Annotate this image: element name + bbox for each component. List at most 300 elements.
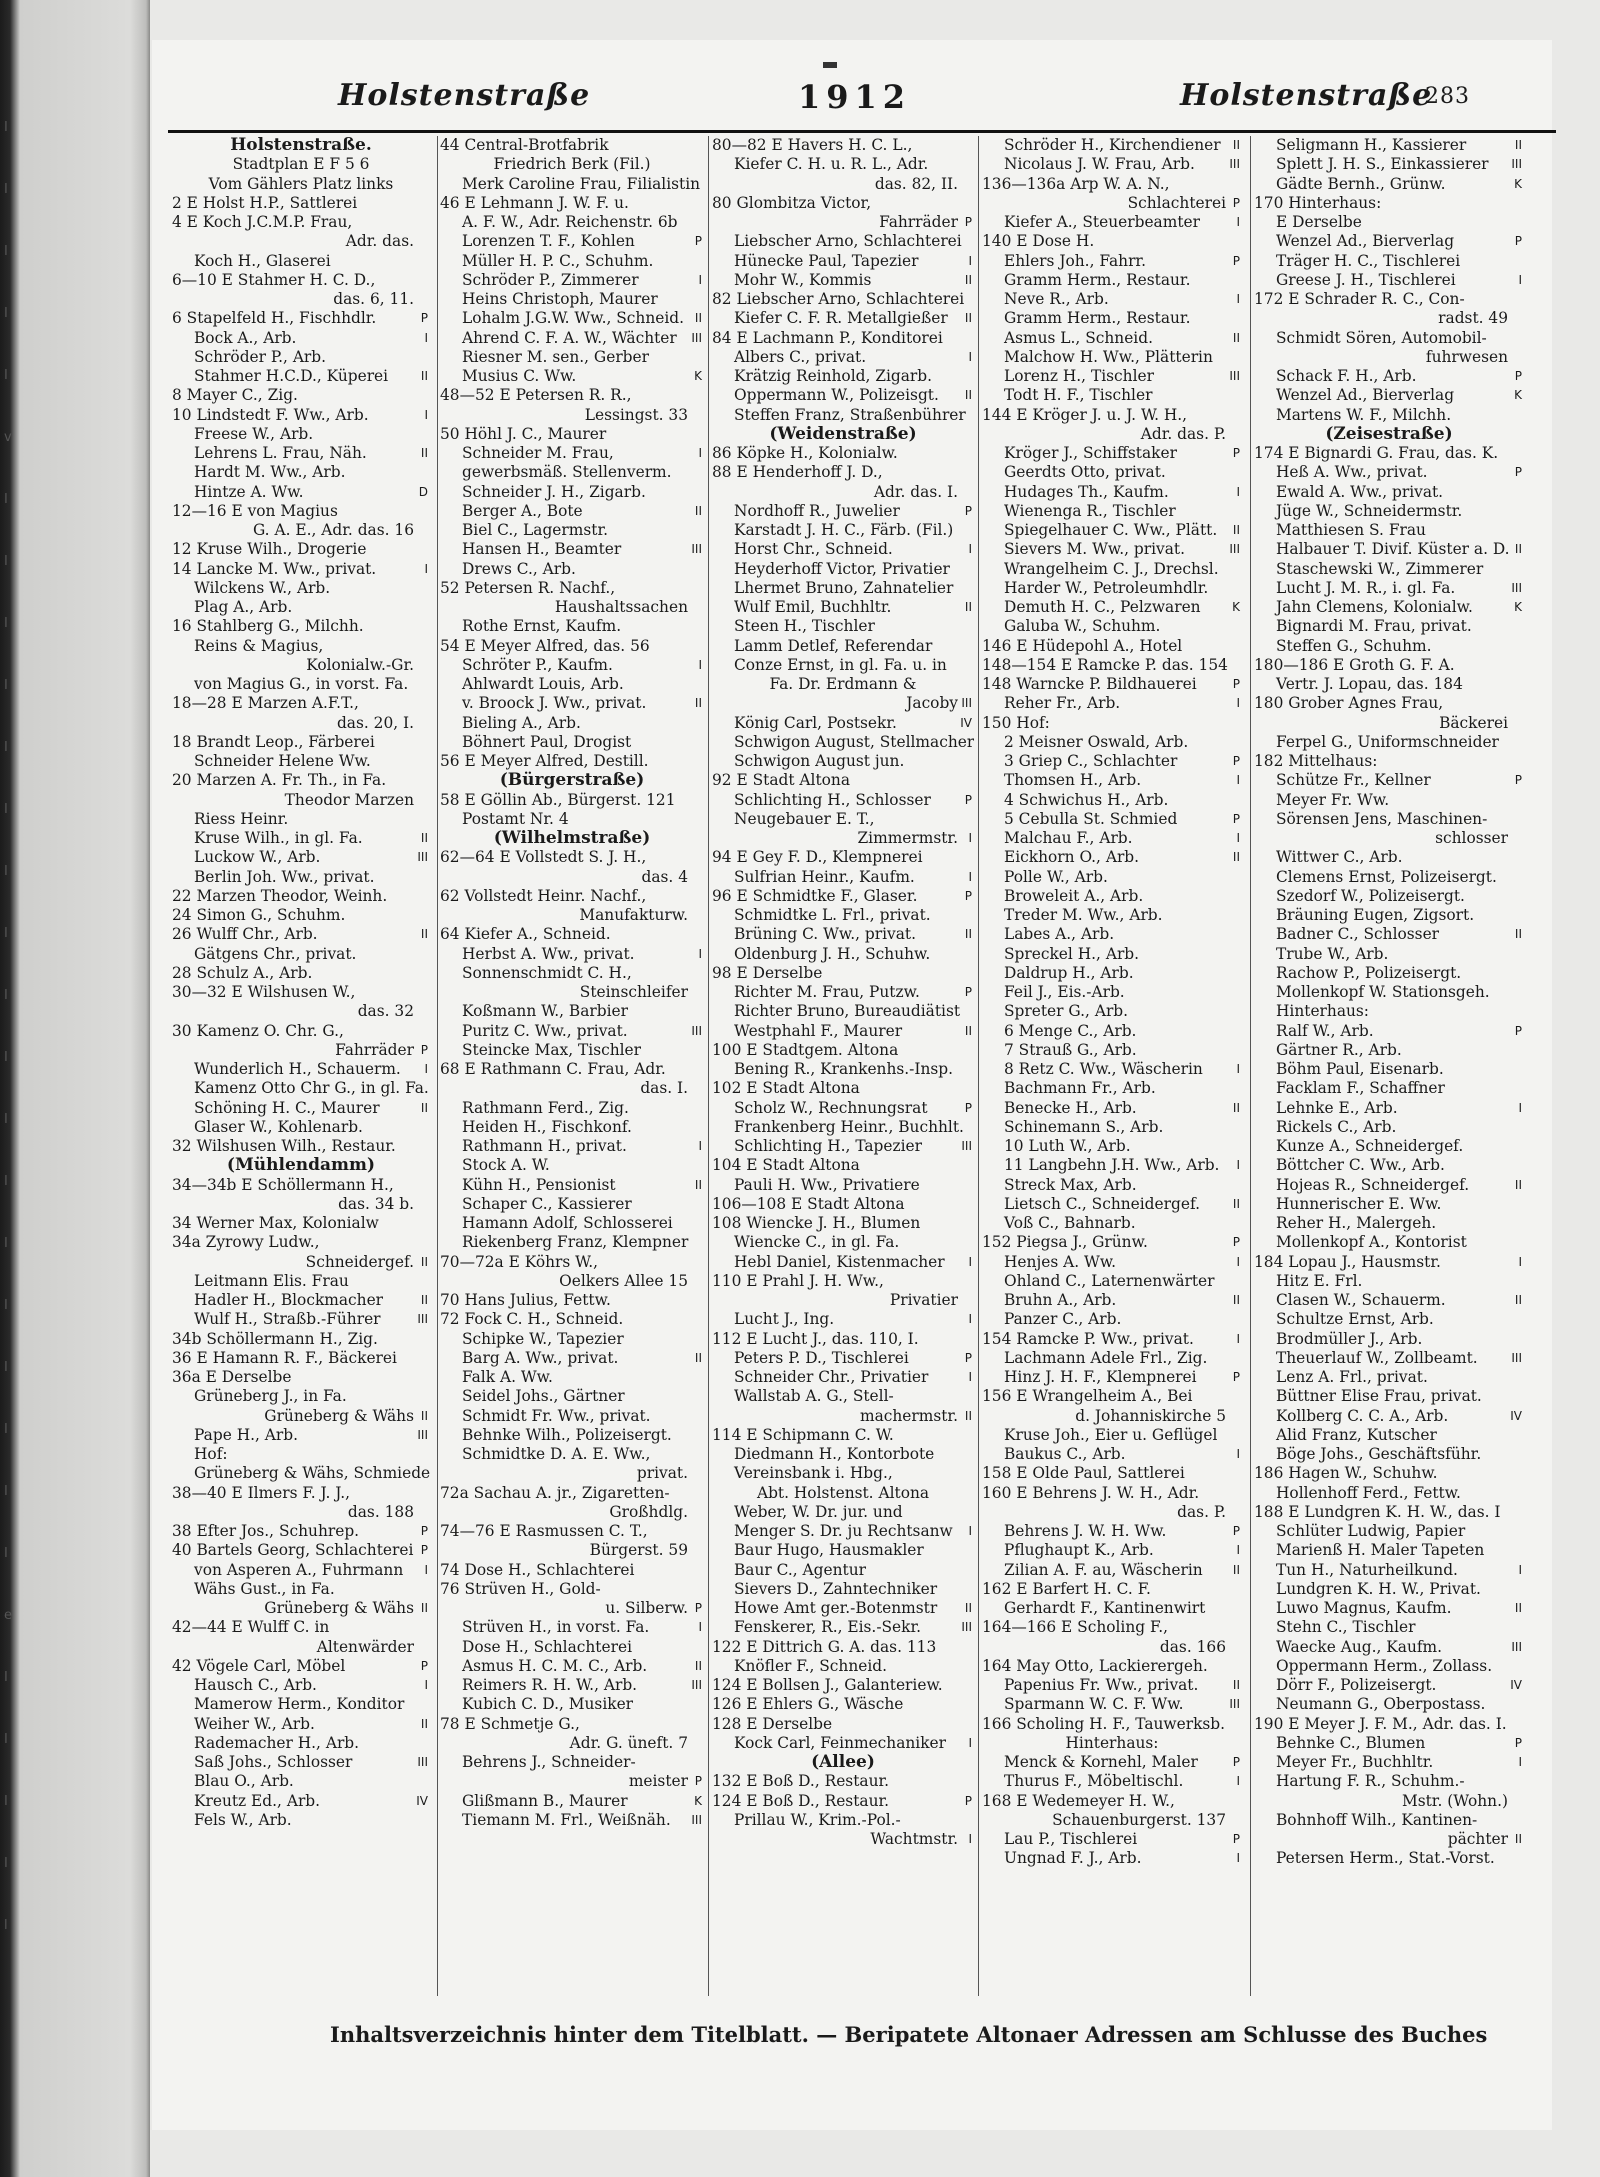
entry-text: machermstr.: [859, 1406, 958, 1425]
directory-entry: [712, 637, 974, 656]
entry-text: Hansen H., Beamter: [462, 540, 622, 559]
directory-entry: [440, 232, 704, 251]
directory-entry: [982, 1330, 1242, 1349]
floor-marker: IV: [416, 1793, 428, 1808]
entry-text: 42—44 E Wulff C. in: [172, 1618, 330, 1637]
floor-marker: III: [691, 1812, 702, 1827]
entry-text: Bening R., Krankenhs.-Insp.: [734, 1060, 954, 1078]
directory-entry: [982, 694, 1242, 713]
entry-text: Schneider M. Frau,: [462, 444, 614, 462]
directory-entry: [982, 155, 1242, 174]
entry-text: Friedrich Berk (Fil.): [493, 155, 651, 174]
floor-marker: I: [968, 869, 972, 884]
directory-entry: [712, 367, 974, 386]
directory-entry: [1254, 1676, 1524, 1695]
entry-text: Scholz W., Rechnungsrat: [734, 1098, 928, 1117]
directory-entry: [172, 752, 430, 771]
gutter-mark: I: [4, 802, 8, 817]
directory-entry: [1254, 1002, 1524, 1021]
entry-text: Schlichting H., Schlosser: [734, 790, 931, 809]
floor-marker: II: [964, 272, 972, 287]
entry-text: Wittwer C., Arb.: [1276, 848, 1403, 867]
floor-marker: II: [1232, 1293, 1240, 1307]
directory-entry: [712, 887, 974, 906]
entry-text: Heß A. Ww., privat.: [1276, 463, 1428, 482]
floor-marker: I: [1236, 1447, 1240, 1461]
gutter-mark: e: [4, 1608, 12, 1623]
directory-entry: [440, 906, 704, 925]
entry-text: Privatier: [889, 1291, 958, 1309]
gutter-mark: I: [4, 678, 8, 693]
directory-entry: [172, 386, 430, 405]
directory-entry: [172, 155, 430, 174]
floor-marker: P: [420, 1524, 428, 1538]
directory-entry: [1254, 1811, 1524, 1830]
gutter-mark: I: [4, 1732, 8, 1747]
entry-text: 38 Efter Jos., Schuhrep.: [172, 1522, 360, 1540]
entry-text: Böge Johs., Geschäftsführ.: [1276, 1445, 1482, 1463]
floor-marker: I: [1236, 1774, 1240, 1789]
entry-text: Pflughaupt K., Arb.: [1004, 1541, 1154, 1560]
directory-entry: [440, 1156, 704, 1175]
entry-text: Schröder P., Arb.: [194, 347, 327, 366]
directory-entry: [172, 617, 430, 636]
entry-text: Seligmann H., Kassierer: [1276, 136, 1467, 154]
directory-entry: [982, 714, 1242, 733]
entry-text: Pape H., Arb.: [194, 1425, 299, 1444]
column-5: [1254, 136, 1524, 1996]
directory-entry: [982, 1099, 1242, 1118]
directory-entry: [440, 560, 704, 579]
directory-entry: [712, 1176, 974, 1195]
floor-marker: III: [417, 1312, 428, 1327]
directory-entry: [1254, 887, 1524, 906]
entry-text: Luckow W., Arb.: [194, 848, 321, 867]
directory-entry: [982, 1811, 1242, 1830]
floor-marker: I: [968, 349, 972, 364]
directory-entry: [172, 463, 430, 482]
directory-entry: [1254, 868, 1524, 887]
entry-text: Adr. G. üneft. 7: [569, 1733, 688, 1752]
floor-marker: IV: [1510, 1678, 1522, 1692]
directory-entry: [440, 463, 704, 482]
directory-entry: [982, 675, 1242, 694]
entry-text: 50 Höhl J. C., Maurer: [440, 424, 607, 443]
floor-marker: II: [694, 1350, 702, 1365]
entry-text: 34—34b E Schöllermann H.,: [172, 1175, 394, 1194]
entry-text: Zilian A. F. au, Wäscherin: [1004, 1560, 1203, 1579]
page-header: [170, 78, 1490, 118]
directory-entry: [712, 617, 974, 636]
floor-marker: K: [1514, 176, 1522, 191]
directory-entry: [440, 964, 704, 983]
directory-entry: [172, 1753, 430, 1772]
entry-text: Merk Caroline Frau, Filialistin: [462, 174, 701, 193]
directory-entry: [172, 1599, 430, 1618]
entry-text: Krätzig Reinhold, Zigarb.: [734, 367, 933, 385]
entry-text: Nicolaus J. W. Frau, Arb.: [1004, 155, 1195, 174]
directory-entry: [172, 1772, 430, 1791]
entry-text: Reimers R. H. W., Arb.: [462, 1676, 638, 1694]
directory-entry: [440, 483, 704, 502]
entry-text: Müller H. P. C., Schuhm.: [462, 251, 654, 270]
directory-entry: [172, 925, 430, 944]
entry-text: Hartung F. R., Schuhm.-: [1276, 1772, 1465, 1791]
floor-marker: K: [1232, 600, 1240, 614]
entry-text: das. 20, I.: [336, 713, 414, 732]
floor-marker: D: [418, 484, 428, 499]
directory-entry: [712, 1195, 974, 1214]
directory-entry: [1254, 521, 1524, 540]
directory-entry: [172, 1233, 430, 1252]
directory-entry: [712, 1580, 974, 1599]
floor-marker: P: [964, 1793, 972, 1808]
entry-text: 7 Strauß G., Arb.: [1004, 1040, 1137, 1059]
entry-text: 46 E Lehmann J. W. F. u.: [440, 193, 629, 212]
section-heading: [712, 425, 974, 444]
entry-text: 148 Warncke P. Bildhauerei: [982, 675, 1197, 693]
floor-marker: I: [424, 1562, 428, 1577]
directory-entry: [1254, 1464, 1524, 1483]
directory-entry: [172, 1137, 430, 1156]
directory-entry: [1254, 213, 1524, 232]
entry-text: Wunderlich H., Schauerm.: [194, 1060, 401, 1078]
entry-text: d. Johanniskirche 5: [1075, 1406, 1226, 1425]
floor-marker: K: [694, 369, 702, 383]
entry-text: Ahlwardt Louis, Arb.: [462, 675, 624, 693]
entry-text: Kiefer A., Steuerbeamter: [1004, 213, 1200, 231]
entry-text: 132 E Boß D., Restaur.: [712, 1772, 890, 1791]
entry-text: Behrens J. W. H. Ww.: [1004, 1522, 1167, 1540]
directory-entry: [440, 271, 704, 290]
directory-entry: [1254, 560, 1524, 579]
gutter-mark: I: [4, 616, 8, 631]
directory-entry: [1254, 598, 1524, 617]
directory-entry: [172, 1407, 430, 1426]
directory-entry: [172, 1503, 430, 1522]
floor-marker: III: [1229, 542, 1240, 557]
floor-marker: III: [691, 330, 702, 345]
directory-entry: [712, 463, 974, 482]
entry-text: Frankenberg Heinr., Buchhlt.: [734, 1117, 964, 1136]
floor-marker: P: [1232, 1832, 1240, 1846]
directory-entry: [1254, 656, 1524, 675]
directory-entry: [712, 1156, 974, 1175]
directory-entry: [172, 1484, 430, 1503]
directory-entry: [712, 1695, 974, 1714]
directory-entry: [1254, 406, 1524, 425]
gutter-mark: I: [4, 1174, 8, 1189]
directory-entry: [982, 771, 1242, 790]
entry-text: Schultze Ernst, Arb.: [1276, 1310, 1434, 1329]
gutter-mark: I: [4, 1546, 8, 1561]
entry-text: Schlüter Ludwig, Papier: [1276, 1522, 1466, 1540]
directory-entry: [440, 1407, 704, 1426]
entry-text: Oppermann Herm., Zollass.: [1276, 1656, 1493, 1675]
directory-entry: [712, 1099, 974, 1118]
directory-entry: [982, 1041, 1242, 1060]
entry-text: Thomsen H., Arb.: [1004, 771, 1142, 790]
entry-text: Mamerow Herm., Konditor: [194, 1695, 405, 1714]
floor-marker: I: [424, 330, 428, 345]
entry-text: Heiden H., Fischkonf.: [462, 1117, 632, 1136]
directory-entry: [172, 309, 430, 328]
directory-entry: [1254, 694, 1524, 713]
directory-entry: [440, 1291, 704, 1310]
entry-text: Zimmermstr.: [857, 829, 958, 847]
directory-entry: [712, 502, 974, 521]
directory-entry: [1254, 329, 1524, 348]
directory-entry: [440, 1137, 704, 1156]
floor-marker: III: [961, 1139, 972, 1153]
directory-entry: [712, 675, 974, 694]
entry-text: 40 Bartels Georg, Schlachterei: [172, 1541, 414, 1560]
directory-entry: [172, 906, 430, 925]
directory-entry: [172, 1618, 430, 1637]
directory-entry: [712, 714, 974, 733]
directory-entry: [982, 386, 1242, 405]
directory-entry: [172, 1734, 430, 1753]
entry-text: Jacoby: [906, 694, 958, 713]
entry-text: Mollenkopf W. Stationsgeh.: [1276, 983, 1490, 1001]
entry-text: Bruhn A., Arb.: [1004, 1291, 1117, 1309]
entry-text: Schröter P., Kaufm.: [462, 655, 613, 674]
directory-entry: [712, 1368, 974, 1387]
entry-text: 74 Dose H., Schlachterei: [440, 1560, 635, 1579]
entry-text: Hinterhaus:: [1276, 1002, 1369, 1021]
floor-marker: II: [694, 503, 702, 518]
entry-text: Kunze A., Schneidergef.: [1276, 1137, 1464, 1155]
directory-entry: [440, 1176, 704, 1195]
floor-marker: II: [420, 1601, 428, 1615]
directory-entry: [172, 848, 430, 867]
entry-text: Puritz C. Ww., privat.: [462, 1021, 628, 1040]
directory-entry: [172, 444, 430, 463]
floor-marker: I: [968, 1254, 972, 1269]
directory-entry: [712, 906, 974, 925]
floor-marker: I: [968, 253, 972, 268]
entry-text: (Weidenstraße): [769, 424, 917, 444]
directory-entry: [440, 1060, 704, 1079]
floor-marker: II: [964, 1408, 972, 1423]
floor-marker: P: [1514, 1023, 1522, 1038]
floor-marker: P: [420, 311, 428, 326]
entry-text: 32 Wilshusen Wilh., Restaur.: [172, 1137, 396, 1155]
directory-entry: [982, 1407, 1242, 1426]
directory-entry: [712, 483, 974, 502]
directory-entry: [1254, 1695, 1524, 1714]
entry-text: Lucht J. M. R., i. gl. Fa.: [1276, 578, 1456, 597]
directory-entry: [440, 848, 704, 867]
directory-entry: [712, 1503, 974, 1522]
entry-text: 36a E Derselbe: [172, 1368, 292, 1386]
entry-text: Malchau F., Arb.: [1004, 829, 1133, 847]
entry-text: Riess Heinr.: [194, 809, 289, 828]
floor-marker: II: [694, 1658, 702, 1673]
entry-text: Peters P. D., Tischlerei: [734, 1348, 909, 1367]
directory-entry: [440, 1233, 704, 1252]
entry-text: Kruse Wilh., in gl. Fa.: [194, 829, 363, 847]
entry-text: 16 Stahlberg G., Milchh.: [172, 617, 364, 636]
entry-text: Marienß H. Maler Tapeten: [1276, 1541, 1485, 1560]
directory-entry: [712, 386, 974, 405]
directory-entry: [440, 540, 704, 559]
directory-entry: [982, 1599, 1242, 1618]
directory-entry: [712, 1657, 974, 1676]
floor-marker: P: [1514, 773, 1522, 788]
directory-entry: [982, 1676, 1242, 1695]
entry-text: 188 E Lundgren K. H. W., das. I: [1254, 1502, 1501, 1521]
directory-entry: [712, 810, 974, 829]
entry-text: v. Broock J. Ww., privat.: [462, 694, 647, 713]
floor-marker: I: [424, 1678, 428, 1692]
directory-entry: [1254, 175, 1524, 194]
directory-entry: [1254, 906, 1524, 925]
entry-text: Haushaltssachen: [554, 598, 688, 616]
gutter-mark: v: [4, 430, 12, 445]
directory-entry: [172, 1387, 430, 1406]
directory-entry: [982, 964, 1242, 983]
directory-entry: [982, 906, 1242, 925]
entry-text: Clemens Ernst, Polizeisergt.: [1276, 867, 1497, 886]
gutter-mark: I: [4, 492, 8, 507]
floor-marker: II: [1514, 1177, 1522, 1192]
entry-text: Hebl Daniel, Kistenmacher: [734, 1252, 945, 1271]
directory-entry: [982, 213, 1242, 232]
entry-text: Ahrend C. F. A. W., Wächter: [462, 328, 677, 347]
directory-entry: [440, 290, 704, 309]
entry-text: 4 Schwichus H., Arb.: [1004, 790, 1169, 809]
gutter-mark: I: [4, 1236, 8, 1251]
entry-text: Schröder H., Kirchendiener: [1004, 136, 1221, 154]
entry-text: 156 E Wrangelheim A., Bei: [982, 1387, 1193, 1406]
directory-entry: [440, 1522, 704, 1541]
entry-text: Albers C., privat.: [734, 347, 867, 366]
entry-text: Thurus F., Möbeltischl.: [1004, 1772, 1184, 1791]
entry-text: Spreckel H., Arb.: [1004, 944, 1140, 963]
entry-text: Grüneberg J., in Fa.: [194, 1387, 347, 1406]
floor-marker: II: [1232, 1678, 1240, 1692]
entry-text: 52 Petersen R. Nachf.,: [440, 578, 616, 597]
floor-marker: II: [420, 1716, 428, 1731]
entry-text: Bürgerst. 59: [589, 1541, 688, 1560]
directory-entry: [172, 483, 430, 502]
directory-entry: [440, 194, 704, 213]
entry-text: 8 Retz C. Ww., Wäscherin: [1004, 1060, 1203, 1078]
directory-entry: [440, 1676, 704, 1695]
directory-entry: [1254, 1214, 1524, 1233]
entry-text: Nordhoff R., Juwelier: [734, 501, 900, 520]
floor-marker: I: [1518, 1254, 1522, 1269]
directory-entry: [1254, 1618, 1524, 1637]
entry-text: Richter M. Frau, Putzw.: [734, 983, 920, 1001]
floor-marker: I: [1518, 272, 1522, 287]
entry-text: Kamenz Otto Chr G., in gl. Fa.: [194, 1079, 429, 1098]
entry-text: G. A. E., Adr. das. 16: [252, 521, 414, 539]
entry-text: Schütze Fr., Kellner: [1276, 771, 1431, 790]
floor-marker: P: [1514, 1735, 1522, 1750]
entry-text: 74—76 E Rasmussen C. T.,: [440, 1522, 648, 1540]
directory-entry: [712, 829, 974, 848]
entry-text: Vom Gählers Platz links: [208, 174, 394, 193]
entry-text: 128 E Derselbe: [712, 1714, 833, 1733]
entry-text: 158 E Olde Paul, Sattlerei: [982, 1464, 1185, 1483]
floor-marker: P: [1232, 1524, 1240, 1538]
floor-marker: P: [964, 1350, 972, 1365]
directory-entry: [1254, 1022, 1524, 1041]
floor-marker: III: [1229, 157, 1240, 172]
entry-text: 148—154 E Ramcke P. das. 154: [982, 655, 1228, 674]
entry-text: Schinemann S., Arb.: [1004, 1117, 1164, 1136]
directory-entry: [1254, 1330, 1524, 1349]
directory-entry: [440, 1503, 704, 1522]
entry-text: Ohland C., Laternenwärter: [1004, 1271, 1215, 1290]
entry-text: Lietsch C., Schneidergef.: [1004, 1194, 1200, 1213]
entry-text: 64 Kiefer A., Schneid.: [440, 925, 611, 944]
gutter-mark: I: [4, 1670, 8, 1685]
entry-text: Bräuning Eugen, Zigsort.: [1276, 906, 1475, 924]
entry-text: Hunnerischer E. Ww.: [1276, 1194, 1442, 1213]
entry-text: das. 4: [641, 867, 688, 886]
entry-text: 34b Schöllermann H., Zig.: [172, 1329, 378, 1348]
entry-text: fuhrwesen: [1425, 347, 1508, 366]
directory-entry: [1254, 617, 1524, 636]
entry-text: Schröder P., Zimmerer: [462, 270, 639, 289]
directory-entry: [982, 425, 1242, 444]
entry-text: Stehn C., Tischler: [1276, 1618, 1416, 1637]
entry-text: 168 E Wedemeyer H. W.,: [982, 1791, 1175, 1810]
floor-marker: II: [964, 1023, 972, 1038]
entry-text: Fels W., Arb.: [194, 1810, 292, 1829]
directory-entry: [440, 1330, 704, 1349]
floor-marker: I: [698, 946, 702, 961]
entry-text: Horst Chr., Schneid.: [734, 540, 893, 559]
directory-entry: [172, 1310, 430, 1329]
directory-entry: [712, 1310, 974, 1329]
floor-marker: II: [1232, 330, 1240, 345]
directory-entry: [1254, 540, 1524, 559]
entry-text: 102 E Stadt Altona: [712, 1079, 860, 1098]
entry-text: Gerhardt F., Kantinenwirt: [1004, 1599, 1206, 1617]
entry-text: Schwigon August, Stellmacher: [734, 732, 974, 751]
floor-marker: II: [964, 311, 972, 326]
entry-text: Kock Carl, Feinmechaniker: [734, 1733, 947, 1752]
entry-text: 70—72a E Köhrs W.,: [440, 1252, 599, 1271]
entry-text: Behnke Wilh., Polizeisergt.: [462, 1425, 672, 1444]
gutter-mark: I: [4, 554, 8, 569]
entry-text: Altenwärder: [316, 1637, 414, 1656]
entry-text: Berger A., Bote: [462, 501, 583, 520]
entry-text: Polle W., Arb.: [1004, 867, 1108, 886]
directory-entry: [172, 1426, 430, 1445]
floor-marker: I: [968, 542, 972, 557]
entry-text: Abt. Holstenst. Altona: [756, 1483, 930, 1502]
entry-text: Ungnad F. J., Arb.: [1004, 1849, 1142, 1868]
directory-entry: [440, 1638, 704, 1657]
entry-text: Jüge W., Schneidermstr.: [1276, 501, 1463, 520]
entry-text: Theuerlauf W., Zollbeamt.: [1276, 1348, 1478, 1367]
directory-entry: [1254, 714, 1524, 733]
directory-entry: [712, 1734, 974, 1753]
entry-text: Asmus H. C. M. C., Arb.: [462, 1656, 648, 1675]
directory-entry: [172, 1792, 430, 1811]
directory-entry: [982, 1618, 1242, 1637]
directory-entry: [440, 386, 704, 405]
entry-text: Lachmann Adele Frl., Zig.: [1004, 1348, 1208, 1367]
directory-entry: [712, 1561, 974, 1580]
entry-text: 36 E Hamann R. F., Bäckerei: [172, 1348, 397, 1367]
directory-entry: [1254, 964, 1524, 983]
